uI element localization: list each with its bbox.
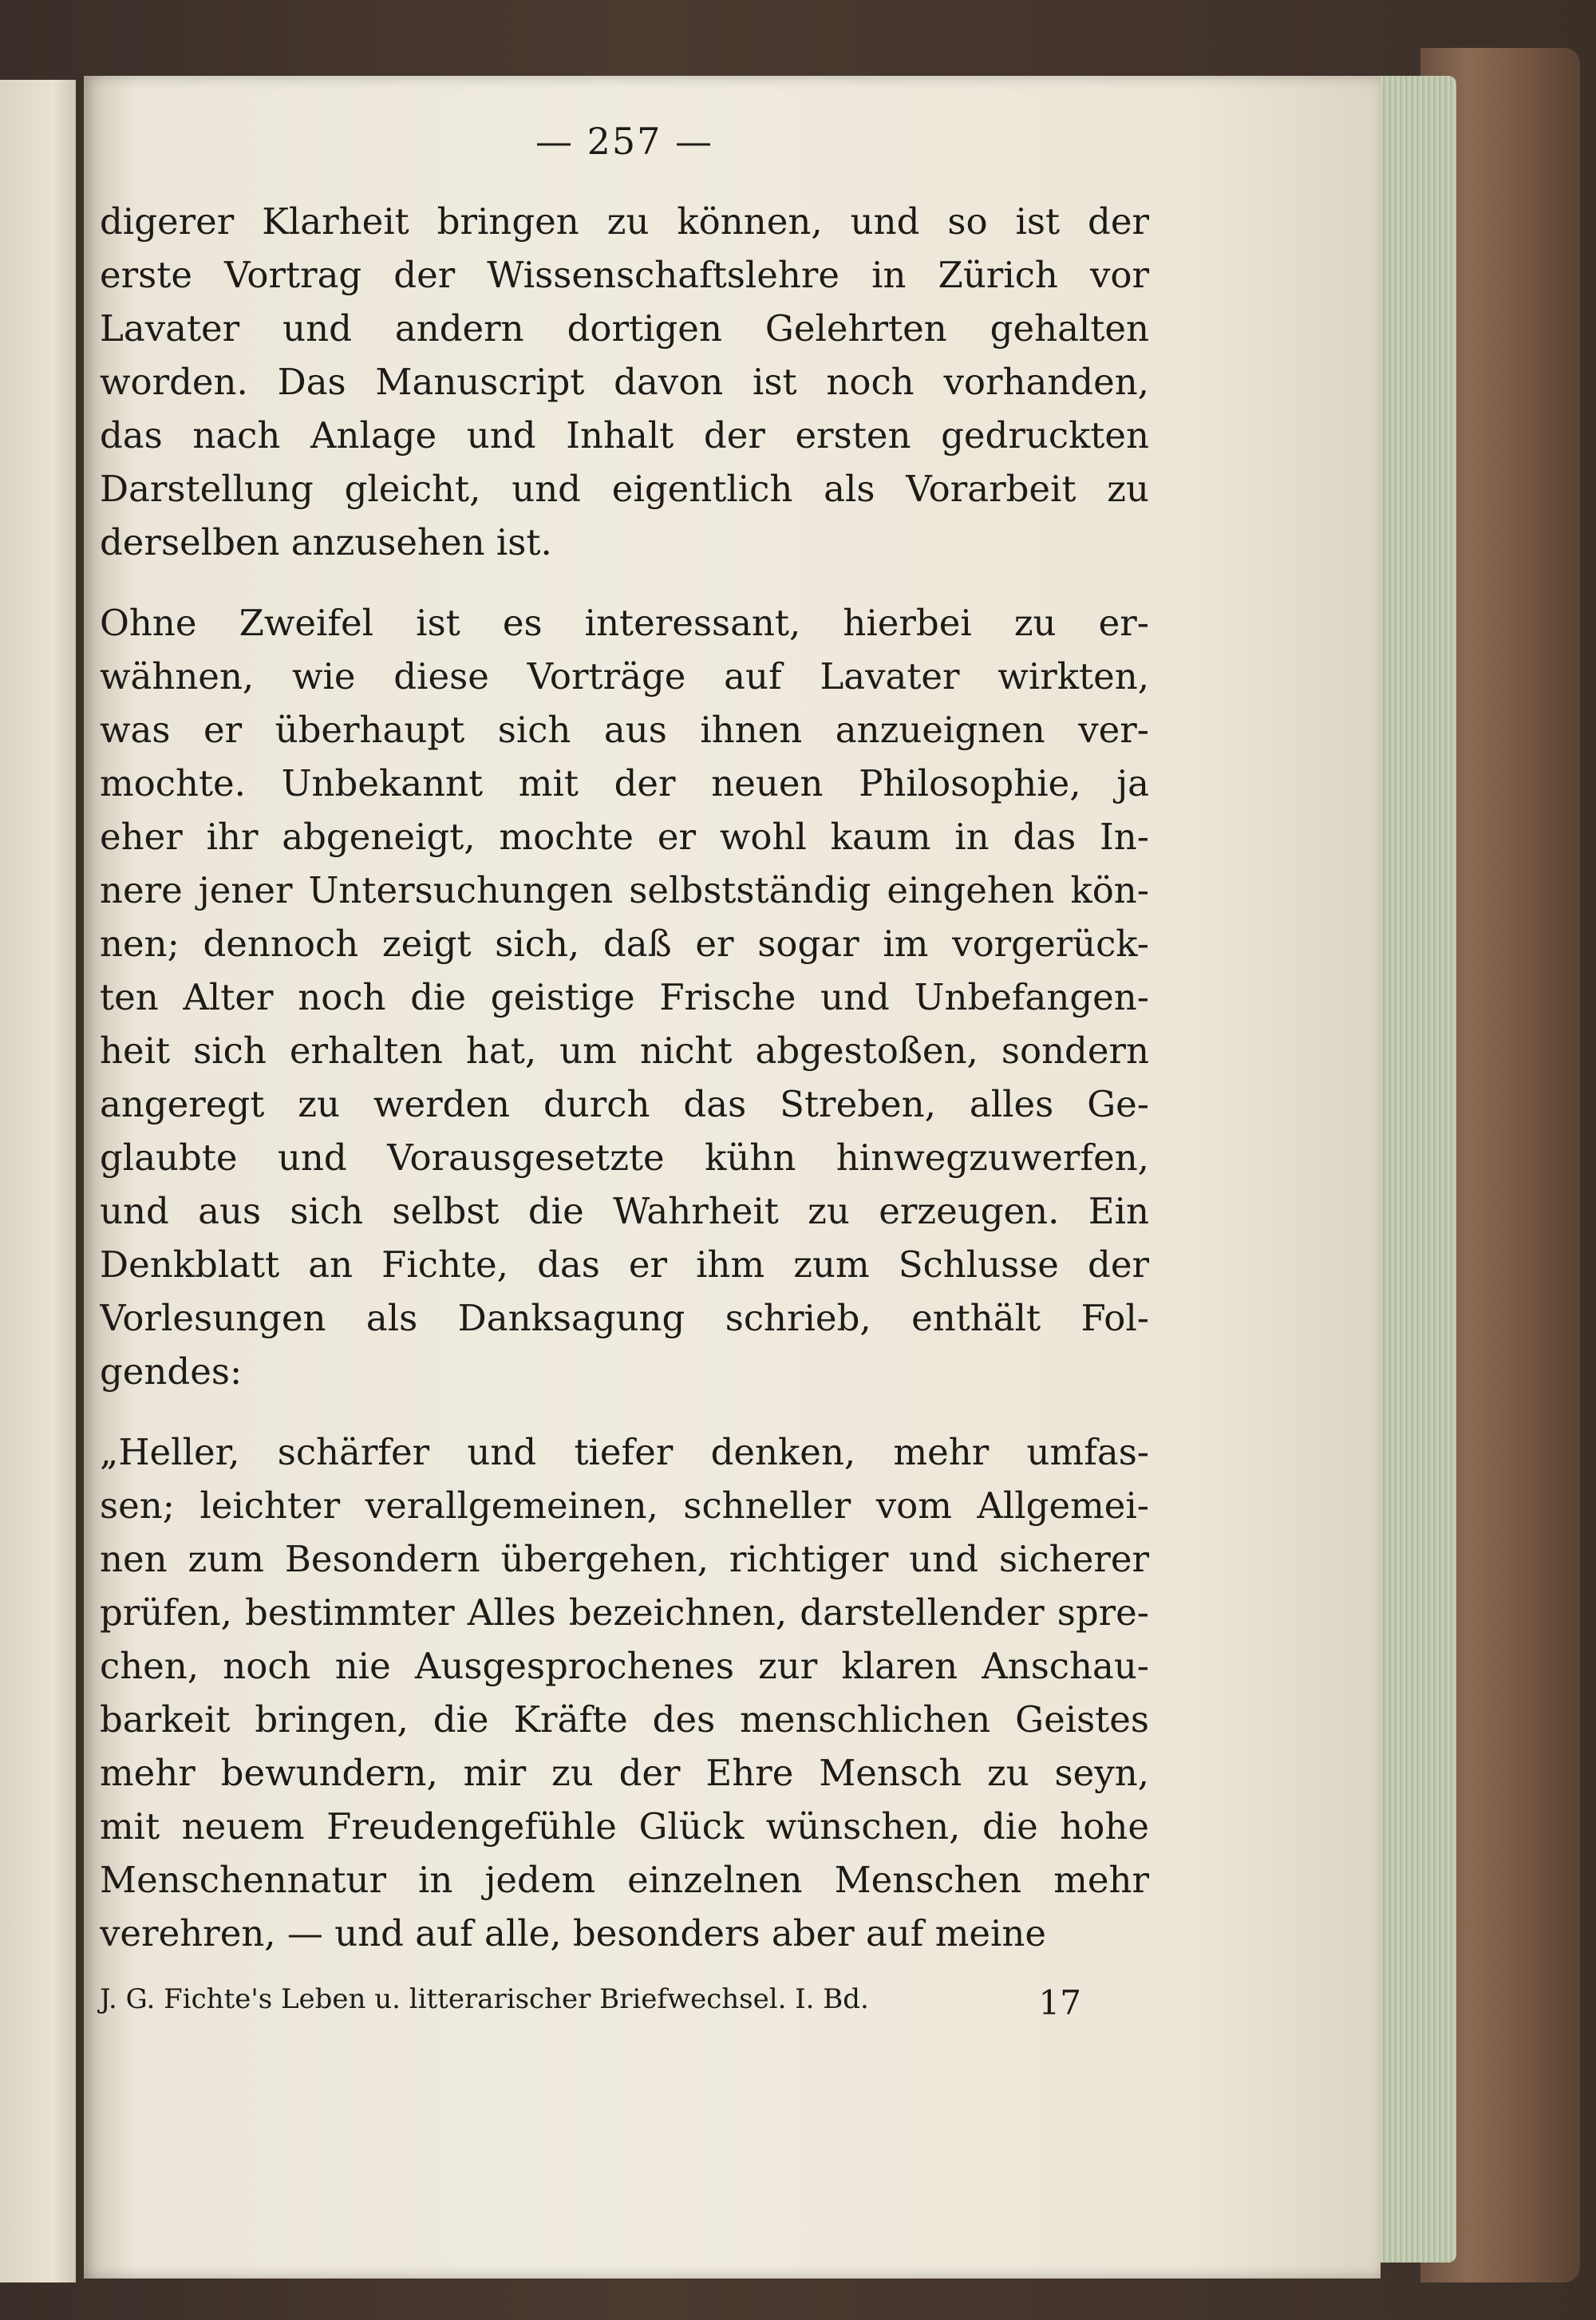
paragraph <box>100 1425 1149 1960</box>
paragraph-gap <box>100 569 1149 596</box>
page-text <box>100 120 1149 1960</box>
text-line: prüfen, bestimmter Alles bezeichnen, darstellender spre- <box>100 1591 1149 1634</box>
text-line: nere jener Untersuchungen selbstständig eingehen kön- <box>100 869 1149 911</box>
text-line: Lavater und andern dortigen Gelehrten gehalten <box>100 307 1149 350</box>
text-line: Darstellung gleicht, und eigentlich als Vorarbeit zu <box>100 468 1149 510</box>
text-line: derselben anzusehen ist. <box>100 521 552 563</box>
text-line: verehren, — und auf alle, besonders aber auf meine <box>100 1912 1047 1954</box>
text-line: chen, noch nie Ausgesprochenes zur klaren Anschau- <box>100 1645 1149 1687</box>
text-line: worden. Das Manuscript davon ist noch vorhanden, <box>100 361 1149 403</box>
text-line: nen; dennoch zeigt sich, daß er sogar im vorgerück- <box>100 923 1149 965</box>
text-line: Ohne Zweifel ist es interessant, hierbei zu er- <box>100 602 1149 644</box>
footer-signature: 17 <box>1038 1983 1081 2022</box>
paragraph <box>100 195 1149 569</box>
text-line: das nach Anlage und Inhalt der ersten gedruckten <box>100 414 1149 456</box>
text-line: glaubte und Vorausgesetzte kühn hinwegzuwerfen, <box>100 1136 1149 1179</box>
page-body <box>100 195 1149 1960</box>
page-footer <box>100 1983 1081 2022</box>
text-line: gendes: <box>100 1350 243 1393</box>
footer-title: J. G. Fichte's Leben u. litterarischer Briefwechsel. I. Bd. <box>100 1983 869 2015</box>
paragraph <box>100 596 1149 1398</box>
text-line: Menschennatur in jedem einzelnen Menschen mehr <box>100 1859 1149 1901</box>
page-header: — 257 — <box>535 120 714 163</box>
text-line: angeregt zu werden durch das Streben, alles Ge- <box>100 1083 1149 1125</box>
paragraph-gap <box>100 1398 1149 1425</box>
text-line: barkeit bringen, die Kräfte des menschlichen Geistes <box>100 1698 1149 1741</box>
text-line: heit sich erhalten hat, um nicht abgestoßen, sondern <box>100 1030 1149 1072</box>
text-line: eher ihr abgeneigt, mochte er wohl kaum in das In- <box>100 816 1149 858</box>
text-line: digerer Klarheit bringen zu können, und so ist der <box>100 200 1149 243</box>
text-line: und aus sich selbst die Wahrheit zu erzeugen. Ein <box>100 1190 1149 1232</box>
text-line: mochte. Unbekannt mit der neuen Philosophie, ja <box>100 762 1149 804</box>
page-stack-edge <box>1369 76 1456 2263</box>
text-line: „Heller, schärfer und tiefer denken, mehr umfas- <box>100 1431 1149 1473</box>
text-line: Denkblatt an Fichte, das er ihm zum Schlusse der <box>100 1243 1149 1286</box>
text-line: sen; leichter verallgemeinen, schneller vom Allgemei- <box>100 1484 1149 1527</box>
text-line: mehr bewundern, mir zu der Ehre Mensch zu seyn, <box>100 1752 1149 1794</box>
text-line: ten Alter noch die geistige Frische und Unbefangen- <box>100 976 1149 1018</box>
text-line: was er überhaupt sich aus ihnen anzueignen ver- <box>100 709 1149 751</box>
text-line: Vorlesungen als Danksagung schrieb, enthält Fol- <box>100 1297 1149 1339</box>
text-line: nen zum Besondern übergehen, richtiger und sicherer <box>100 1538 1149 1580</box>
text-line: mit neuem Freudengefühle Glück wünschen, die hohe <box>100 1805 1149 1848</box>
text-line: erste Vortrag der Wissenschaftslehre in Zürich vor <box>100 254 1149 296</box>
text-line: wähnen, wie diese Vorträge auf Lavater wirkten, <box>100 655 1149 698</box>
left-page-edge <box>0 80 76 2282</box>
